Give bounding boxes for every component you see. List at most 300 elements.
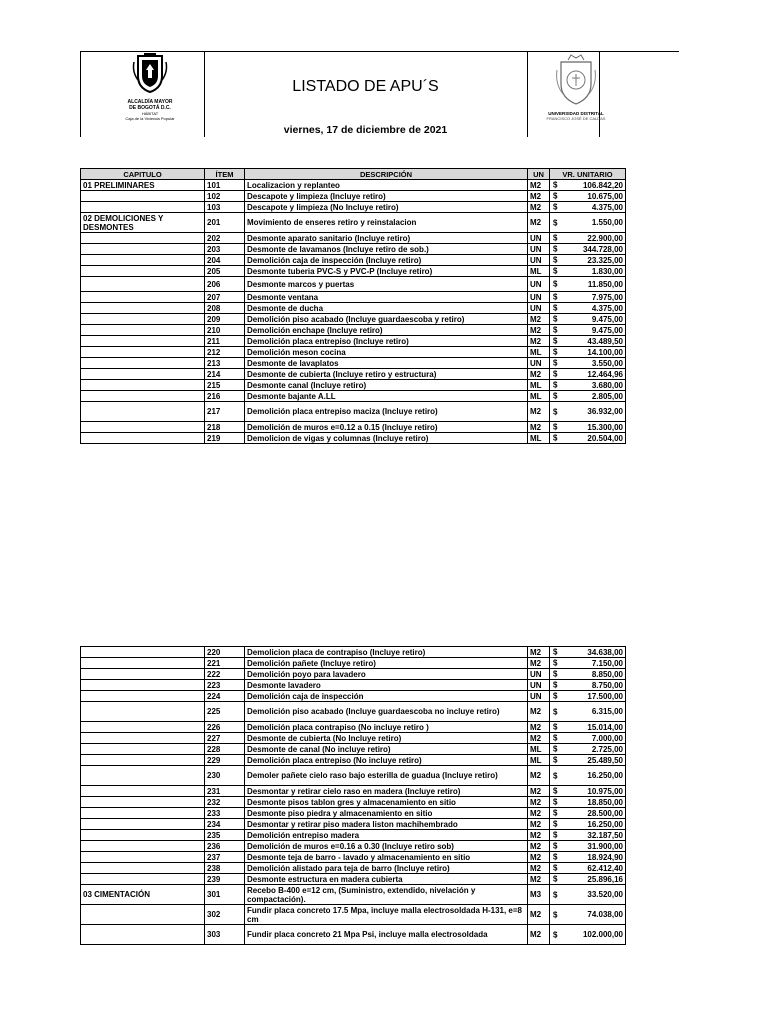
currency-symbol: $ (553, 325, 558, 335)
cell-item: 223 (205, 680, 245, 691)
cell-valor (550, 213, 626, 233)
table-row (81, 885, 626, 905)
unit-price: 22.900,00 (587, 233, 623, 243)
unit-price: 31.900,00 (587, 841, 623, 851)
currency-symbol: $ (553, 347, 558, 357)
cell-item: 201 (205, 213, 245, 233)
cell-descripcion: Desmonte de canal (No incluye retiro) (245, 744, 528, 755)
cell-item: 207 (205, 292, 245, 303)
cell-valor (550, 925, 626, 945)
table-row (81, 277, 626, 292)
cell-item: 234 (205, 819, 245, 830)
unit-price: 18.924,90 (587, 852, 623, 862)
table-row (81, 691, 626, 702)
currency-symbol: $ (553, 191, 558, 201)
cell-item: 225 (205, 702, 245, 722)
cell-valor (550, 702, 626, 722)
table-row (81, 647, 626, 658)
logo-text: HÁBITAT (141, 111, 159, 116)
header-divider (80, 51, 81, 137)
cell-un: M2 (528, 180, 550, 191)
cell-item: 233 (205, 808, 245, 819)
cell-un: UN (528, 292, 550, 303)
currency-symbol: $ (553, 358, 558, 368)
cell-item: 203 (205, 244, 245, 255)
cell-capitulo (81, 277, 205, 292)
cell-item: 214 (205, 369, 245, 380)
table-row (81, 213, 626, 233)
cell-item: 237 (205, 852, 245, 863)
cell-item: 221 (205, 658, 245, 669)
table-row (81, 808, 626, 819)
unit-price: 1.550,00 (591, 218, 623, 227)
cell-valor (550, 314, 626, 325)
cell-un: UN (528, 233, 550, 244)
cell-item: 213 (205, 358, 245, 369)
cell-un: M2 (528, 422, 550, 433)
table-row (81, 874, 626, 885)
currency-symbol: $ (553, 433, 558, 443)
unit-price: 7.150,00 (591, 658, 623, 668)
cell-descripcion: Demolición placa entrepiso (Incluye retiro) (245, 336, 528, 347)
cell-valor (550, 658, 626, 669)
unit-price: 18.850,00 (587, 797, 623, 807)
table-row (81, 233, 626, 244)
cell-descripcion: Desmonte estructura en madera cubierta (245, 874, 528, 885)
unit-price: 7.000,00 (591, 733, 623, 743)
cell-capitulo (81, 391, 205, 402)
cell-capitulo (81, 863, 205, 874)
cell-valor (550, 852, 626, 863)
column-header-un: UN (528, 169, 550, 180)
unit-price: 74.038,00 (587, 910, 623, 919)
cell-capitulo (81, 336, 205, 347)
cell-un: ML (528, 744, 550, 755)
currency-symbol: $ (553, 771, 558, 780)
unit-price: 9.475,00 (591, 325, 623, 335)
cell-descripcion: Fundir placa concreto 17.5 Mpa, incluye malla electrosoldada H-131, e=8 cm (245, 905, 528, 925)
cell-descripcion: Demolicion de vigas y columnas (Incluye retiro) (245, 433, 528, 444)
cell-valor (550, 402, 626, 422)
cell-valor (550, 808, 626, 819)
table-row (81, 380, 626, 391)
unit-price: 16.250,00 (587, 771, 623, 780)
cell-descripcion: Demolición piso acabado (Incluye guardaescoba no incluye retiro) (245, 702, 528, 722)
table-row (81, 852, 626, 863)
cell-descripcion: Desmonte piso piedra y almacenamiento en sitio (245, 808, 528, 819)
cell-capitulo (81, 819, 205, 830)
cell-valor (550, 885, 626, 905)
currency-symbol: $ (553, 841, 558, 851)
cell-descripcion: Demolición entrepiso madera (245, 830, 528, 841)
cell-un: M2 (528, 925, 550, 945)
cell-un: M2 (528, 766, 550, 786)
cell-valor (550, 744, 626, 755)
table-row (81, 669, 626, 680)
table-row (81, 255, 626, 266)
cell-capitulo (81, 347, 205, 358)
cell-descripcion: Desmonte de ducha (245, 303, 528, 314)
cell-item: 102 (205, 191, 245, 202)
cell-capitulo: 03 CIMENTACIÓN (81, 885, 205, 905)
cell-item: 219 (205, 433, 245, 444)
cell-descripcion: Desmontar y retirar cielo raso en madera (Incluye retiro) (245, 786, 528, 797)
currency-symbol: $ (553, 292, 558, 302)
cell-un: UN (528, 669, 550, 680)
cell-item: 222 (205, 669, 245, 680)
currency-symbol: $ (553, 819, 558, 829)
cell-capitulo (81, 325, 205, 336)
cell-un: UN (528, 358, 550, 369)
cell-un: M2 (528, 658, 550, 669)
cell-descripcion: Desmonte tuberia PVC-S y PVC-P (Incluye retiro) (245, 266, 528, 277)
table-row (81, 744, 626, 755)
cell-un: M2 (528, 905, 550, 925)
unit-price: 25.896,16 (587, 874, 623, 884)
table-row (81, 314, 626, 325)
unit-price: 3.680,00 (591, 380, 623, 390)
cell-valor (550, 733, 626, 744)
cell-valor (550, 830, 626, 841)
unit-price: 15.014,00 (587, 722, 623, 732)
unit-price: 32.187,50 (587, 830, 623, 840)
cell-capitulo (81, 786, 205, 797)
cell-item: 210 (205, 325, 245, 336)
table-row (81, 402, 626, 422)
currency-symbol: $ (553, 336, 558, 346)
cell-descripcion: Demolición meson cocina (245, 347, 528, 358)
cell-descripcion: Localizacion y replanteo (245, 180, 528, 191)
currency-symbol: $ (553, 180, 558, 190)
currency-symbol: $ (553, 314, 558, 324)
cell-un: UN (528, 277, 550, 292)
table-row (81, 755, 626, 766)
unit-price: 23.325,00 (587, 255, 623, 265)
cell-un: M2 (528, 369, 550, 380)
cell-item: 216 (205, 391, 245, 402)
cell-un: ML (528, 433, 550, 444)
cell-capitulo (81, 658, 205, 669)
cell-descripcion: Demolición placa contrapiso (No incluye retiro ) (245, 722, 528, 733)
cell-item: 217 (205, 402, 245, 422)
cell-item: 232 (205, 797, 245, 808)
unit-price: 12.464,96 (587, 369, 623, 379)
cell-valor (550, 191, 626, 202)
cell-descripcion: Movimiento de enseres retiro y reinstalacion (245, 213, 528, 233)
currency-symbol: $ (553, 830, 558, 840)
cell-valor (550, 841, 626, 852)
unit-price: 43.489,50 (587, 336, 623, 346)
cell-valor (550, 303, 626, 314)
universidad-logo (534, 54, 618, 128)
unit-price: 34.638,00 (587, 647, 623, 657)
table-row (81, 422, 626, 433)
cell-item: 239 (205, 874, 245, 885)
unit-price: 3.550,00 (591, 358, 623, 368)
cell-un: M2 (528, 202, 550, 213)
coat-of-arms-icon (130, 52, 170, 94)
currency-symbol: $ (553, 391, 558, 401)
table-row (81, 702, 626, 722)
cell-capitulo (81, 292, 205, 303)
cell-capitulo (81, 647, 205, 658)
cell-capitulo (81, 314, 205, 325)
cell-descripcion: Desmonte de cubierta (Incluye retiro y estructura) (245, 369, 528, 380)
logo-text: Caja de la Vivienda Popular (125, 116, 175, 121)
cell-descripcion: Recebo B-400 e=12 cm, (Suministro, extendido, nivelación y compactación). (245, 885, 528, 905)
cell-un: M2 (528, 402, 550, 422)
currency-symbol: $ (553, 255, 558, 265)
column-header-item: ÍTEM (205, 169, 245, 180)
table-row (81, 191, 626, 202)
cell-item: 206 (205, 277, 245, 292)
cell-capitulo (81, 358, 205, 369)
currency-symbol: $ (553, 786, 558, 796)
cell-capitulo (81, 808, 205, 819)
column-header-capitulo: CAPITULO (81, 169, 205, 180)
cell-un: M2 (528, 874, 550, 885)
cell-descripcion: Desmonte de cubierta (No Incluye retiro) (245, 733, 528, 744)
unit-price: 36.932,00 (587, 407, 623, 416)
unit-price: 102.000,00 (582, 930, 623, 939)
cell-un: ML (528, 755, 550, 766)
cell-item: 235 (205, 830, 245, 841)
cell-un: UN (528, 255, 550, 266)
cell-valor (550, 680, 626, 691)
unit-price: 4.375,00 (591, 303, 623, 313)
cell-valor (550, 358, 626, 369)
cell-item: 303 (205, 925, 245, 945)
cell-item: 205 (205, 266, 245, 277)
cell-descripcion: Demolición de muros e=0.12 a 0.15 (Incluye retiro) (245, 422, 528, 433)
currency-symbol: $ (553, 852, 558, 862)
currency-symbol: $ (553, 218, 558, 227)
cell-descripcion: Demolición de muros e=0.16 a 0.30 (Incluye retiro sob) (245, 841, 528, 852)
cell-capitulo (81, 680, 205, 691)
cell-item: 236 (205, 841, 245, 852)
header-divider (527, 51, 528, 137)
cell-item: 220 (205, 647, 245, 658)
currency-symbol: $ (553, 874, 558, 884)
cell-descripcion: Desmonte bajante A.LL (245, 391, 528, 402)
cell-capitulo (81, 852, 205, 863)
cell-capitulo (81, 191, 205, 202)
cell-capitulo (81, 905, 205, 925)
currency-symbol: $ (553, 279, 558, 289)
apu-table-continued (80, 646, 626, 945)
cell-descripcion: Demolición placa entrepiso (No incluye retiro) (245, 755, 528, 766)
cell-capitulo (81, 691, 205, 702)
cell-item: 302 (205, 905, 245, 925)
table-row (81, 303, 626, 314)
cell-item: 218 (205, 422, 245, 433)
cell-item: 301 (205, 885, 245, 905)
currency-symbol: $ (553, 691, 558, 701)
cell-valor (550, 180, 626, 191)
cell-valor (550, 202, 626, 213)
currency-symbol: $ (553, 233, 558, 243)
cell-capitulo (81, 744, 205, 755)
table-row (81, 180, 626, 191)
cell-un: M2 (528, 733, 550, 744)
cell-descripcion: Desmonte de lavamanos (Incluye retiro de sob.) (245, 244, 528, 255)
table-row (81, 841, 626, 852)
cell-descripcion: Demolición alistado para teja de barro (Incluye retiro) (245, 863, 528, 874)
cell-descripcion: Desmonte de lavaplatos (245, 358, 528, 369)
unit-price: 7.975,00 (591, 292, 623, 302)
cell-valor (550, 233, 626, 244)
currency-symbol: $ (553, 707, 558, 716)
table-row (81, 925, 626, 945)
cell-capitulo (81, 702, 205, 722)
cell-item: 228 (205, 744, 245, 755)
cell-capitulo (81, 369, 205, 380)
cell-valor (550, 722, 626, 733)
cell-valor (550, 422, 626, 433)
cell-capitulo (81, 669, 205, 680)
cell-item: 101 (205, 180, 245, 191)
cell-item: 231 (205, 786, 245, 797)
cell-valor (550, 863, 626, 874)
unit-price: 2.725,00 (591, 744, 623, 754)
table-row (81, 819, 626, 830)
table-row (81, 722, 626, 733)
cell-un: M2 (528, 863, 550, 874)
currency-symbol: $ (553, 422, 558, 432)
cell-descripcion: Demolición pañete (Incluye retiro) (245, 658, 528, 669)
logo-text: UNIVERSIDAD DISTRITAL (548, 111, 604, 116)
cell-capitulo (81, 841, 205, 852)
page-title: LISTADO DE APU´S (292, 78, 439, 95)
cell-valor (550, 819, 626, 830)
cell-capitulo (81, 255, 205, 266)
unit-price: 2.805,00 (591, 391, 623, 401)
table-row (81, 786, 626, 797)
cell-capitulo (81, 797, 205, 808)
cell-valor (550, 325, 626, 336)
cell-valor (550, 797, 626, 808)
table-row (81, 766, 626, 786)
cell-item: 230 (205, 766, 245, 786)
cell-item: 227 (205, 733, 245, 744)
currency-symbol: $ (553, 808, 558, 818)
currency-symbol: $ (553, 380, 558, 390)
unit-price: 11.850,00 (587, 279, 623, 289)
cell-descripcion: Demolición poyo para lavadero (245, 669, 528, 680)
cell-capitulo (81, 874, 205, 885)
currency-symbol: $ (553, 910, 558, 919)
cell-un: UN (528, 244, 550, 255)
unit-price: 10.975,00 (587, 786, 623, 796)
table-row (81, 336, 626, 347)
currency-symbol: $ (553, 863, 558, 873)
table-row (81, 202, 626, 213)
currency-symbol: $ (553, 930, 558, 939)
cell-un: M2 (528, 797, 550, 808)
cell-un: ML (528, 347, 550, 358)
unit-price: 33.520,00 (587, 890, 623, 899)
table-row (81, 680, 626, 691)
cell-capitulo: 02 DEMOLICIONES Y DESMONTES (81, 213, 205, 233)
cell-valor (550, 391, 626, 402)
table-row (81, 863, 626, 874)
column-header-valor: VR. UNITARIO (550, 169, 626, 180)
currency-symbol: $ (553, 722, 558, 732)
cell-capitulo (81, 733, 205, 744)
cell-valor (550, 766, 626, 786)
cell-descripcion: Demolición caja de inspección (245, 691, 528, 702)
cell-valor (550, 266, 626, 277)
cell-un: M2 (528, 830, 550, 841)
cell-capitulo (81, 303, 205, 314)
unit-price: 14.100,00 (587, 347, 623, 357)
document-date: viernes, 17 de diciembre de 2021 (283, 124, 448, 136)
cell-un: M2 (528, 702, 550, 722)
unit-price: 16.250,00 (587, 819, 623, 829)
currency-symbol: $ (553, 369, 558, 379)
cell-descripcion: Descapote y limpieza (Incluye retiro) (245, 191, 528, 202)
table-row (81, 292, 626, 303)
currency-symbol: $ (553, 797, 558, 807)
cell-item: 226 (205, 722, 245, 733)
logo-text: ALCALDÍA MAYOR (127, 99, 173, 105)
cell-capitulo (81, 755, 205, 766)
cell-descripcion: Desmonte marcos y puertas (245, 277, 528, 292)
unit-price: 344.728,00 (582, 244, 623, 254)
unit-price: 10.675,00 (587, 191, 623, 201)
cell-valor (550, 691, 626, 702)
unit-price: 9.475,00 (591, 314, 623, 324)
cell-un: M2 (528, 808, 550, 819)
table-row (81, 391, 626, 402)
currency-symbol: $ (553, 733, 558, 743)
cell-item: 208 (205, 303, 245, 314)
unit-price: 25.489,50 (587, 755, 623, 765)
cell-un: M2 (528, 213, 550, 233)
currency-symbol: $ (553, 890, 558, 899)
cell-item: 238 (205, 863, 245, 874)
column-header-descripcion: DESCRIPCIÓN (245, 169, 528, 180)
cell-valor (550, 905, 626, 925)
cell-descripcion: Demolición caja de inspección (Incluye retiro) (245, 255, 528, 266)
cell-descripcion: Demolición placa entrepiso maciza (Incluye retiro) (245, 402, 528, 422)
table-row (81, 905, 626, 925)
cell-item: 224 (205, 691, 245, 702)
cell-item: 103 (205, 202, 245, 213)
table-row (81, 244, 626, 255)
cell-capitulo (81, 433, 205, 444)
unit-price: 15.300,00 (587, 422, 623, 432)
cell-descripcion: Desmonte ventana (245, 292, 528, 303)
currency-symbol: $ (553, 658, 558, 668)
table-row (81, 369, 626, 380)
unit-price: 1.830,00 (591, 266, 623, 276)
cell-un: M2 (528, 191, 550, 202)
cell-valor (550, 292, 626, 303)
cell-item: 212 (205, 347, 245, 358)
cell-valor (550, 369, 626, 380)
table-row (81, 733, 626, 744)
cell-valor (550, 380, 626, 391)
cell-descripcion: Demolición piso acabado (Incluye guardaescoba y retiro) (245, 314, 528, 325)
apu-table (80, 168, 626, 444)
cell-item: 202 (205, 233, 245, 244)
cell-descripcion: Desmontar y retirar piso madera liston machihembrado (245, 819, 528, 830)
currency-symbol: $ (553, 680, 558, 690)
cell-valor (550, 336, 626, 347)
cell-descripcion: Descapote y limpieza (No Incluye retiro) (245, 202, 528, 213)
logo-text: DE BOGOTÁ D.C. (129, 105, 171, 111)
